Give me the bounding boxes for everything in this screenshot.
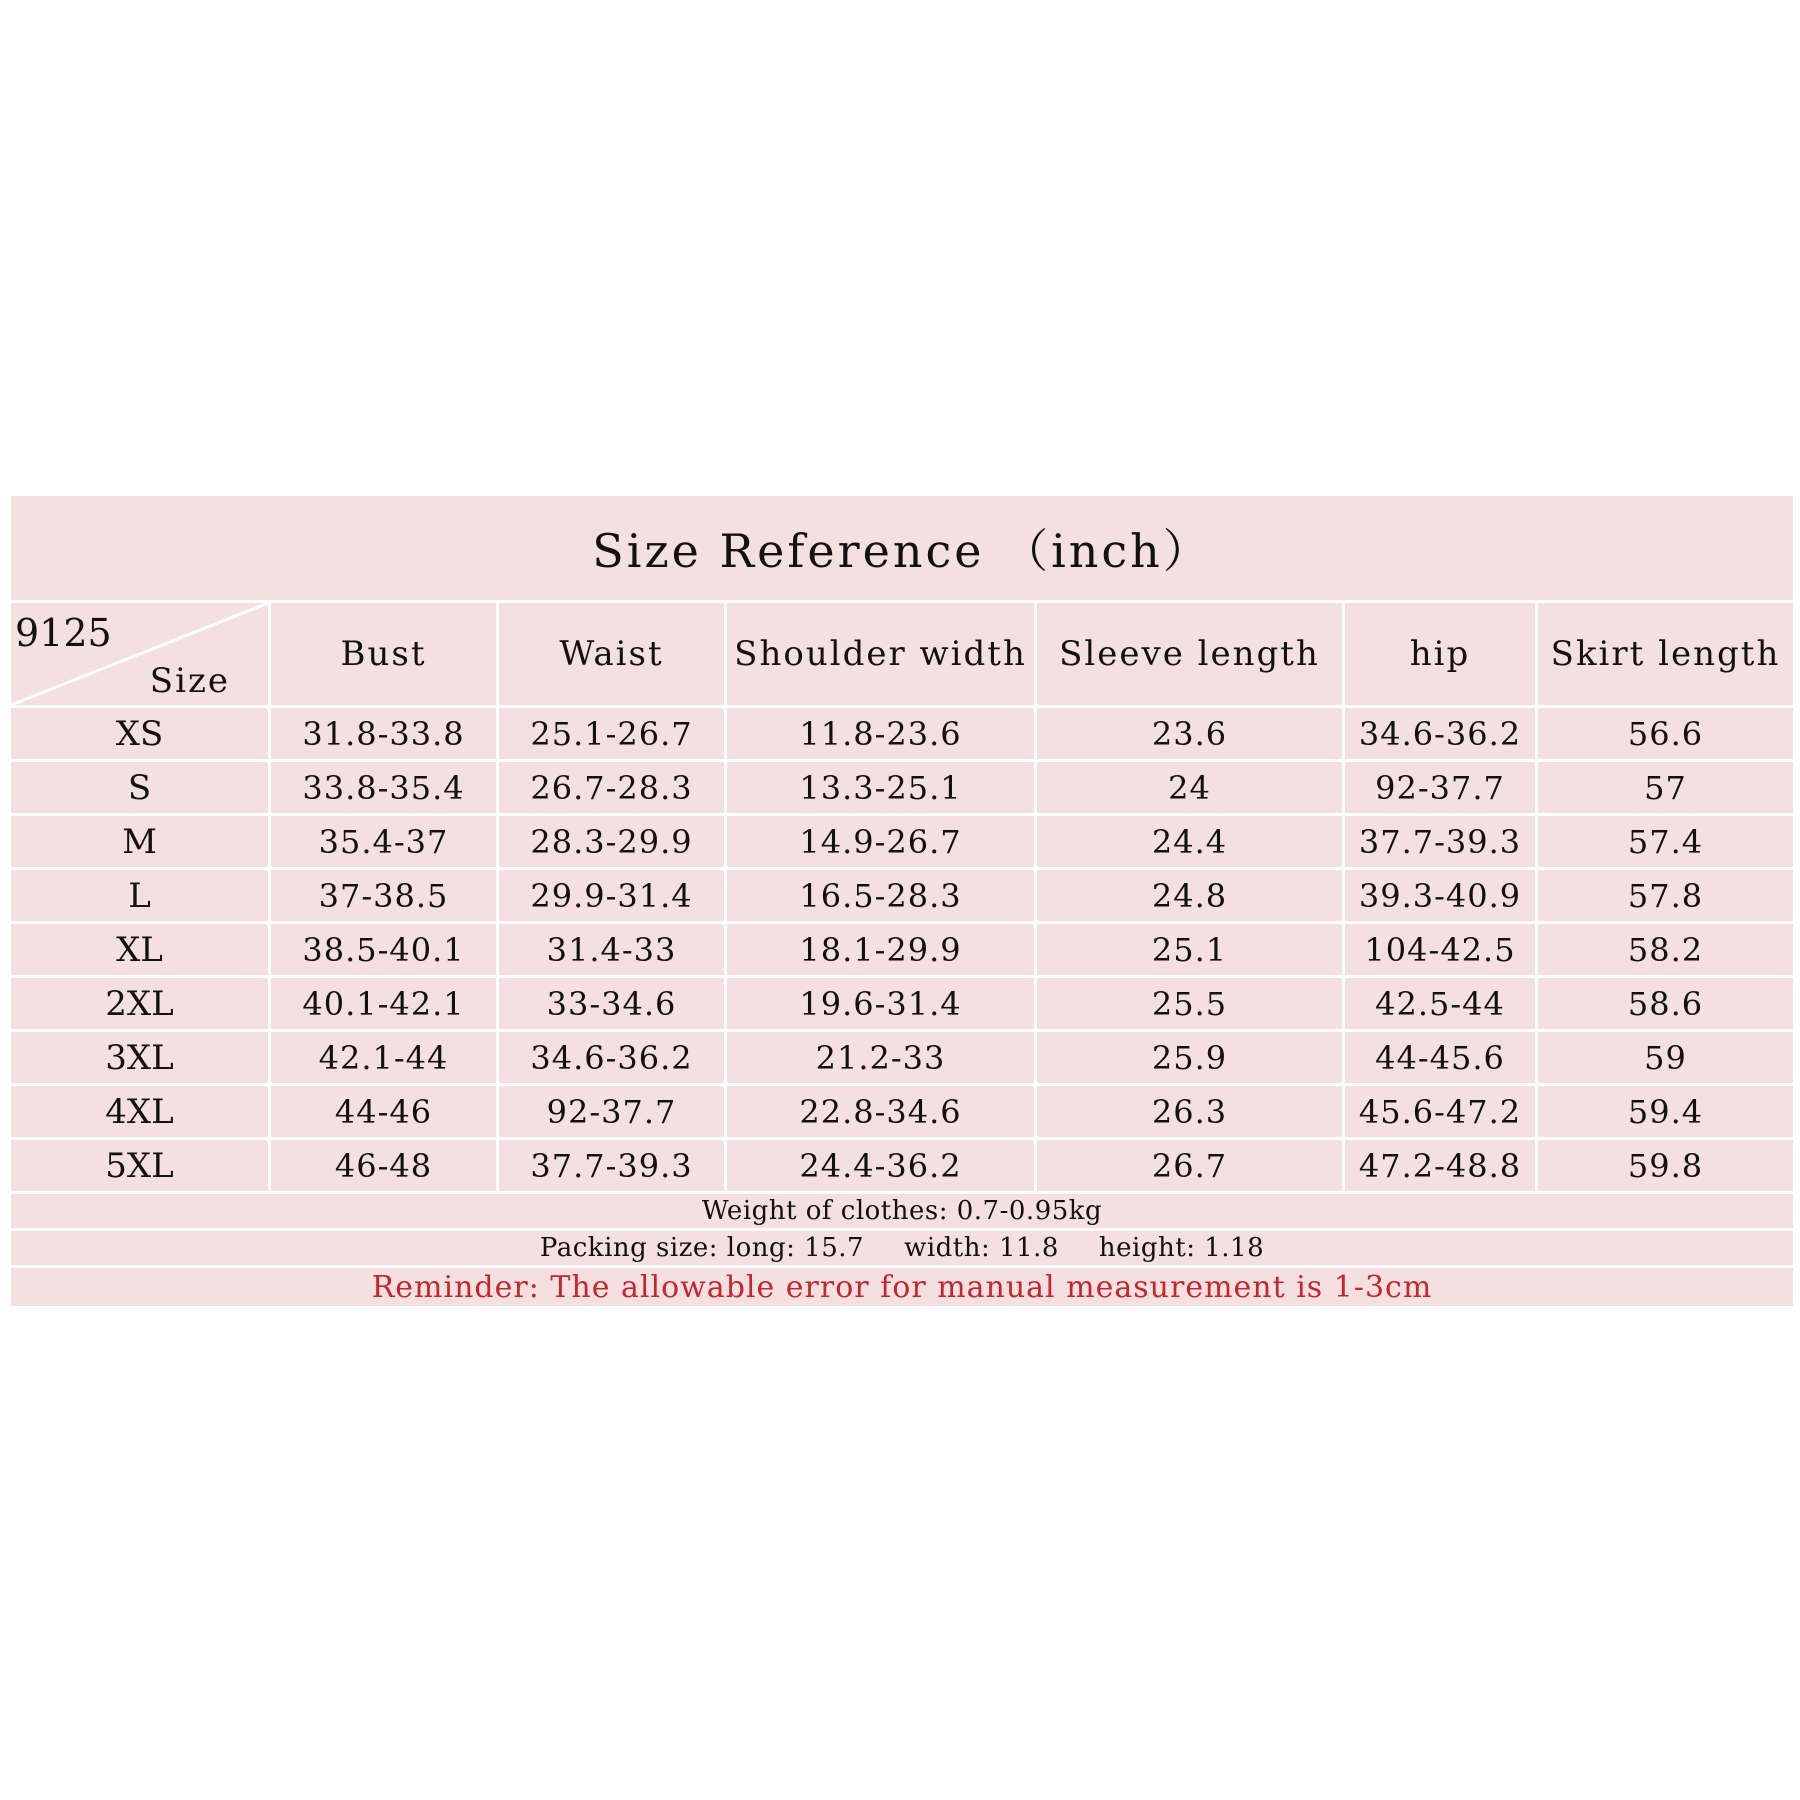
table-row xyxy=(11,870,1793,921)
size-label: 4XL xyxy=(11,1086,268,1137)
bust-value: 37-38.5 xyxy=(271,870,496,921)
header-row xyxy=(11,603,1793,705)
hip-value: 104-42.5 xyxy=(1345,924,1535,975)
shoulder-value: 11.8-23.6 xyxy=(727,708,1034,759)
skirt-value: 59.4 xyxy=(1538,1086,1793,1137)
size-axis-label: Size xyxy=(149,661,230,701)
packing-note-row xyxy=(11,1231,1793,1265)
bust-value: 42.1-44 xyxy=(271,1032,496,1083)
skirt-value: 59 xyxy=(1538,1032,1793,1083)
header-skirt-length: Skirt length xyxy=(1538,603,1793,705)
packing-long: Packing size: long: 15.7 xyxy=(539,1233,865,1263)
hip-value: 44-45.6 xyxy=(1345,1032,1535,1083)
table-row xyxy=(11,762,1793,813)
header-bust: Bust xyxy=(271,603,496,705)
header-hip: hip xyxy=(1345,603,1535,705)
shoulder-value: 18.1-29.9 xyxy=(727,924,1034,975)
hip-value: 42.5-44 xyxy=(1345,978,1535,1029)
skirt-value: 56.6 xyxy=(1538,708,1793,759)
skirt-value: 57 xyxy=(1538,762,1793,813)
header-waist: Waist xyxy=(499,603,724,705)
shoulder-value: 19.6-31.4 xyxy=(727,978,1034,1029)
waist-value: 37.7-39.3 xyxy=(499,1140,724,1191)
waist-value: 28.3-29.9 xyxy=(499,816,724,867)
size-label: 5XL xyxy=(11,1140,268,1191)
product-code: 9125 xyxy=(15,611,112,655)
reminder-note: Reminder: The allowable error for manual measurement is 1-3cm xyxy=(11,1268,1793,1306)
bust-value: 33.8-35.4 xyxy=(271,762,496,813)
weight-note: Weight of clothes: 0.7-0.95kg xyxy=(11,1194,1793,1228)
corner-cell xyxy=(11,603,268,705)
skirt-value: 59.8 xyxy=(1538,1140,1793,1191)
size-label: 2XL xyxy=(11,978,268,1029)
bust-value: 35.4-37 xyxy=(271,816,496,867)
size-label: XL xyxy=(11,924,268,975)
waist-value: 31.4-33 xyxy=(499,924,724,975)
shoulder-value: 21.2-33 xyxy=(727,1032,1034,1083)
sleeve-value: 24.4 xyxy=(1037,816,1342,867)
sleeve-value: 26.3 xyxy=(1037,1086,1342,1137)
skirt-value: 57.8 xyxy=(1538,870,1793,921)
size-chart xyxy=(8,493,1793,1309)
shoulder-value: 13.3-25.1 xyxy=(727,762,1034,813)
bust-value: 40.1-42.1 xyxy=(271,978,496,1029)
bust-value: 31.8-33.8 xyxy=(271,708,496,759)
bust-value: 38.5-40.1 xyxy=(271,924,496,975)
hip-value: 34.6-36.2 xyxy=(1345,708,1535,759)
skirt-value: 58.6 xyxy=(1538,978,1793,1029)
size-label: S xyxy=(11,762,268,813)
packing-width: width: 11.8 xyxy=(904,1233,1059,1263)
waist-value: 34.6-36.2 xyxy=(499,1032,724,1083)
sleeve-value: 25.9 xyxy=(1037,1032,1342,1083)
bust-value: 44-46 xyxy=(271,1086,496,1137)
waist-value: 92-37.7 xyxy=(499,1086,724,1137)
sleeve-value: 24.8 xyxy=(1037,870,1342,921)
header-shoulder-width: Shoulder width xyxy=(727,603,1034,705)
size-label: 3XL xyxy=(11,1032,268,1083)
skirt-value: 58.2 xyxy=(1538,924,1793,975)
hip-value: 37.7-39.3 xyxy=(1345,816,1535,867)
table-row xyxy=(11,708,1793,759)
size-label: XS xyxy=(11,708,268,759)
hip-value: 39.3-40.9 xyxy=(1345,870,1535,921)
sleeve-value: 24 xyxy=(1037,762,1342,813)
table-row xyxy=(11,924,1793,975)
table-row xyxy=(11,816,1793,867)
bust-value: 46-48 xyxy=(271,1140,496,1191)
weight-note-row xyxy=(11,1194,1793,1228)
size-label: L xyxy=(11,870,268,921)
table-row xyxy=(11,978,1793,1029)
table-row xyxy=(11,1086,1793,1137)
hip-value: 92-37.7 xyxy=(1345,762,1535,813)
waist-value: 25.1-26.7 xyxy=(499,708,724,759)
table-row xyxy=(11,1032,1793,1083)
sleeve-value: 26.7 xyxy=(1037,1140,1342,1191)
shoulder-value: 24.4-36.2 xyxy=(727,1140,1034,1191)
waist-value: 26.7-28.3 xyxy=(499,762,724,813)
hip-value: 45.6-47.2 xyxy=(1345,1086,1535,1137)
sleeve-value: 25.5 xyxy=(1037,978,1342,1029)
size-label: M xyxy=(11,816,268,867)
waist-value: 33-34.6 xyxy=(499,978,724,1029)
size-table xyxy=(8,493,1796,1309)
chart-title: Size Reference （inch） xyxy=(11,496,1793,600)
skirt-value: 57.4 xyxy=(1538,816,1793,867)
header-sleeve-length: Sleeve length xyxy=(1037,603,1342,705)
table-row xyxy=(11,1140,1793,1191)
shoulder-value: 22.8-34.6 xyxy=(727,1086,1034,1137)
waist-value: 29.9-31.4 xyxy=(499,870,724,921)
reminder-row xyxy=(11,1268,1793,1306)
title-row xyxy=(11,496,1793,600)
sleeve-value: 23.6 xyxy=(1037,708,1342,759)
shoulder-value: 14.9-26.7 xyxy=(727,816,1034,867)
sleeve-value: 25.1 xyxy=(1037,924,1342,975)
packing-note xyxy=(11,1231,1793,1265)
packing-height: height: 1.18 xyxy=(1098,1233,1265,1263)
hip-value: 47.2-48.8 xyxy=(1345,1140,1535,1191)
shoulder-value: 16.5-28.3 xyxy=(727,870,1034,921)
